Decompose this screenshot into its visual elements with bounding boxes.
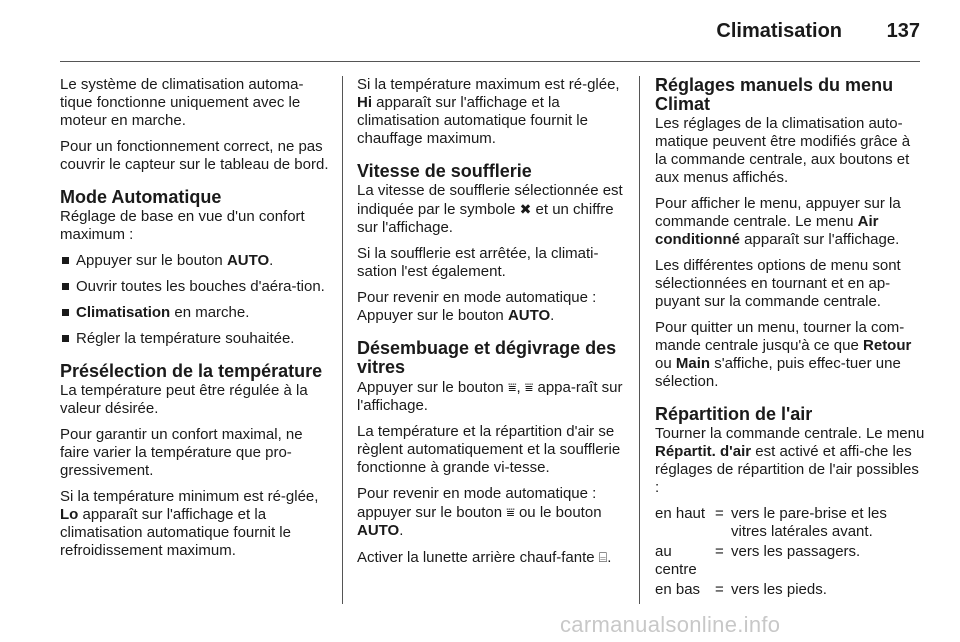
- bullet-list: [60, 252, 330, 348]
- paragraph: Pour un fonctionnement correct, ne pas couvrir le capteur sur le tableau de bord.: [60, 138, 329, 173]
- defrost-icon: ⩸: [507, 379, 517, 395]
- header-divider: [60, 61, 920, 62]
- paragraph: Les différentes options de menu sont sélectionnées en tournant et en ap-puyant sur la commande centrale.: [655, 257, 901, 310]
- paragraph: Pour afficher le menu, appuyer sur la commande centrale. Le menu Air conditionné apparaît sur l'affichage.: [655, 195, 901, 248]
- paragraph: Appuyer sur le bouton ⩸, ⩸ appa-raît sur l'affichage.: [357, 379, 623, 414]
- paragraph: La température peut être régulée à la valeur désirée.: [60, 382, 308, 417]
- paragraph: Pour revenir en mode automatique : Appuyer sur le bouton AUTO.: [357, 289, 597, 324]
- table-row: [655, 581, 925, 601]
- section-heading-fan-speed: Vitesse de soufflerie: [357, 161, 532, 181]
- table-cell-key: en haut: [655, 505, 706, 522]
- table-row: [655, 543, 925, 581]
- page-number: 137: [886, 20, 920, 42]
- section-heading-defrost: Désembuage et dégivrage des vitres: [357, 338, 617, 377]
- paragraph: Le système de climatisation automa-tique fonctionne uniquement avec le moteur en marche.: [60, 76, 304, 129]
- air-distribution-table: [655, 505, 925, 601]
- list-item: Régler la température souhaitée.: [60, 330, 330, 348]
- table-cell-key: au centre: [655, 543, 697, 578]
- column-3: [655, 76, 925, 601]
- section-heading-preselection: Présélection de la température: [60, 361, 323, 381]
- defrost-icon: ⩸: [524, 379, 534, 395]
- list-item: Appuyer sur le bouton AUTO.: [60, 252, 330, 270]
- table-row: [655, 505, 925, 543]
- rear-defrost-icon: ⌸: [598, 549, 608, 565]
- paragraph: Pour garantir un confort maximal, ne faire varier la température que pro-gressivement.: [60, 426, 303, 479]
- paragraph: Tourner la commande centrale. Le menu Répartit. d'air est activé et affi-che les réglages de répartition de l'air possibles :: [655, 425, 925, 496]
- defrost-icon: ⩸: [506, 504, 515, 520]
- paragraph: Si la température maximum est ré-glée, Hi apparaît sur l'affichage et la climatisation automatique fournit le chauffage maximum.: [357, 76, 620, 147]
- column-1: [60, 76, 330, 568]
- paragraph: Si la soufflerie est arrêtée, la climati-sation l'est également.: [357, 245, 599, 280]
- watermark: carmanualsonline.info: [560, 612, 781, 637]
- table-cell-key: en bas: [655, 581, 701, 598]
- table-cell-equals: =: [715, 543, 724, 560]
- column-divider-1: [342, 76, 343, 604]
- paragraph: Pour revenir en mode automatique : appuyer sur le bouton ⩸ ou le bouton AUTO.: [357, 485, 602, 539]
- table-cell-value: vers le pare-brise et les vitres latérales avant.: [731, 505, 887, 540]
- column-2: [357, 76, 625, 575]
- paragraph: Réglage de base en vue d'un confort maximum :: [60, 208, 305, 243]
- section-heading-auto-mode: Mode Automatique: [60, 187, 222, 207]
- list-item: Ouvrir toutes les bouches d'aéra-tion.: [60, 278, 330, 296]
- table-cell-value: vers les pieds.: [731, 581, 827, 598]
- paragraph: Les réglages de la climatisation auto-matique peuvent être modifiés grâce à la commande centrale, aux boutons et aux menus affichés.: [655, 115, 911, 186]
- page-title: Climatisation: [716, 20, 842, 42]
- paragraph: La vitesse de soufflerie sélectionnée est indiquée par le symbole ✖ et un chiffre sur l'affichage.: [357, 182, 623, 236]
- table-cell-equals: =: [715, 581, 724, 598]
- table-cell-equals: =: [715, 505, 724, 522]
- column-divider-2: [639, 76, 640, 604]
- paragraph: Pour quitter un menu, tourner la com-mande centrale jusqu'à ce que Retour ou Main s'affiche, puis effec-tuer une sélection.: [655, 319, 912, 390]
- paragraph: Si la température minimum est ré-glée, Lo apparaît sur l'affichage et la climatisation automatique fournit le refroidissement maximum.: [60, 488, 319, 559]
- table-cell-value: vers les passagers.: [731, 543, 861, 560]
- section-heading-air-distribution: Répartition de l'air: [655, 404, 813, 424]
- paragraph: La température et la répartition d'air se règlent automatiquement et la soufflerie fonctionne à grande vi-tesse.: [357, 423, 621, 476]
- fan-icon: ✖: [519, 201, 532, 217]
- section-heading-manual-settings: Réglages manuels du menu Climat: [655, 75, 894, 114]
- list-item: Climatisation en marche.: [60, 304, 330, 322]
- paragraph: Activer la lunette arrière chauf-fante ⌸.: [357, 549, 612, 566]
